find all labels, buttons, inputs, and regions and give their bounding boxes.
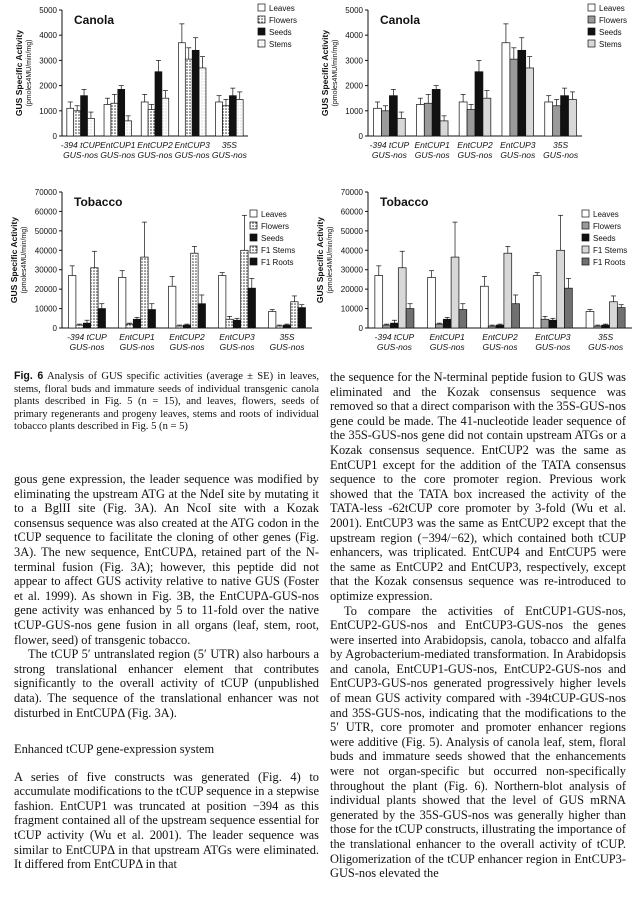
y-tick-label: 50000	[340, 226, 363, 236]
paragraph: gous gene expression, the leader sequence was modified by eliminating the upstream ATG at the NdeI site by mutating it to a BglII site (Fig. 3A). An NcoI site with a Kozak consensus sequence was also created at the ATG codon in the tCUP sequence to facilitate the cloning of other genes (Fig. 3A). The new sequence, EntCUPΔ, retained part of the N-terminal fusion (Fig. 3A); however, this peptide did not appear to affect GUS activity relative to native GUS (Foster et al. 1999). As shown in Fig. 3B, the EntCUPΔ-GUS-nos gene activity was enhanced by 5 to 11-fold over the native tCUP-GUS-nos gene fusion in all organs (leaf, stem, root, flower, seed) of transgenic tobacco.	[14, 472, 319, 647]
bar	[390, 323, 398, 328]
bar	[178, 43, 185, 136]
bar	[241, 250, 248, 328]
bar	[69, 276, 76, 328]
y-tick-label: 5000	[345, 6, 363, 15]
legend-label: F1 Stems	[261, 246, 296, 255]
y-tick-label: 30000	[340, 265, 363, 275]
x-tick-label: 35S	[221, 140, 237, 150]
left-column	[14, 472, 319, 872]
y-tick-label: 30000	[34, 265, 57, 275]
bar	[74, 111, 81, 136]
x-tick-label: GUS-nos	[211, 150, 247, 160]
bar	[269, 311, 276, 328]
caption-text: Analysis of GUS specific activities (average ± SE) in leaves, stems, floral buds and immature seeds of individual transgenic canola plants described in Fig. 5 (n = 15), and leaves, flowers, seeds of primary regenerants and progeny leaves, stems and roots of individual tobacco plants described in Fig. 5 (n = 5)	[14, 371, 319, 433]
bar	[216, 102, 223, 136]
chart-canola-gray	[320, 0, 640, 180]
y-tick-label: 40000	[34, 246, 57, 256]
legend-swatch	[588, 28, 595, 35]
bar	[199, 68, 206, 136]
y-axis-label: GUS Specific Activity	[320, 29, 330, 117]
figure-caption	[14, 370, 319, 434]
bar	[557, 250, 565, 328]
x-tick-label: -394 tCUP	[60, 140, 101, 150]
chart-title: Canola	[380, 13, 421, 27]
x-tick-label: GUS-nos	[376, 342, 412, 352]
bar	[298, 308, 305, 328]
chart-title: Tobacco	[74, 195, 123, 209]
legend-swatch	[588, 40, 595, 47]
bar	[185, 59, 192, 136]
legend-swatch	[250, 210, 257, 217]
x-tick-label: EntCUP3	[500, 140, 536, 150]
bar	[155, 72, 162, 136]
bar	[467, 110, 475, 136]
x-tick-label: EntCUP1	[414, 140, 450, 150]
bar	[389, 96, 397, 136]
legend-label: Seeds	[599, 28, 622, 37]
bar	[510, 59, 518, 136]
paragraph: To compare the activities of EntCUP1-GUS-nos, EntCUP2-GUS-nos and EntCUP3-GUS-nos the genes were inserted into Arabidopsis, canola, tobacco and alfalfa by Agrobacterium-mediated transformation. In Arabidopsis and canola, EntCUP1-GUS-nos, EntCUP2-GUS-nos and EntCUP3-GUS-nos generated progressively higher levels of mean GUS activity compared with -394tCUP-GUS-nos and 35S-GUS-nos, indicating that the modifications to the 5′ UTR, core promoter and promoter enhancer regions were additive (Fig. 5). Analysis of canola leaf, stem, floral buds and immature seeds showed that the enhancements were not organ-specific but occurred non-specifically throughout the plant (Fig. 6). Northern-blot analysis of individual plants showed that the level of GUS mRNA generated by the 35S-GUS-nos was generally higher than those for the tCUP constructs, illustrating the importance of the translational enhancer to the overall activity of tCUP. Oligomerization of the tCUP enhancer region in EntCUP3-GUS-nos elevated the	[330, 603, 626, 881]
x-tick-label: GUS-nos	[69, 342, 105, 352]
bar	[432, 89, 440, 136]
x-tick-label: GUS-nos	[269, 342, 305, 352]
bar	[541, 319, 549, 328]
x-tick-label: GUS-nos	[588, 342, 624, 352]
bar	[133, 319, 140, 328]
bar	[518, 50, 526, 136]
y-tick-label: 0	[358, 132, 363, 141]
legend-label: Flowers	[599, 16, 628, 25]
bar	[192, 50, 199, 136]
bar	[398, 268, 406, 328]
x-tick-label: GUS-nos	[500, 150, 536, 160]
legend-label: Flowers	[261, 222, 290, 231]
x-tick-label: EntCUP2	[169, 332, 205, 342]
bar	[125, 121, 132, 136]
legend-label: Leaves	[599, 4, 625, 13]
bar	[504, 253, 512, 328]
x-tick-label: 35S	[279, 332, 295, 342]
bar	[435, 324, 443, 328]
chart-title: Tobacco	[380, 195, 429, 209]
x-tick-label: GUS-nos	[414, 150, 450, 160]
bar	[617, 308, 625, 328]
bar	[148, 310, 155, 328]
bar	[488, 326, 496, 328]
y-axis-unit: (pmoles4MU/min/mg)	[26, 39, 33, 107]
legend-label: Leaves	[269, 4, 295, 13]
bar	[229, 96, 236, 136]
bar	[291, 302, 298, 328]
paragraph: The tCUP 5′ untranslated region (5′ UTR) also harbours a strong translational enhancer element that contributes significantly to the overall activity of tCUP (unpublished data). The sequence of the translational enhancer was not disturbed in EntCUPΔ (Fig. 3A).	[14, 647, 319, 720]
bar	[549, 320, 557, 328]
bar	[119, 277, 126, 328]
x-tick-label: GUS-nos	[169, 342, 205, 352]
x-tick-label: 35S	[598, 332, 614, 342]
bar	[67, 108, 74, 136]
y-tick-label: 4000	[345, 31, 363, 41]
y-axis-label: GUS Specific Activity	[14, 29, 24, 117]
bar	[183, 325, 190, 328]
bar	[126, 324, 133, 328]
chart-tobacco-gray	[315, 180, 640, 365]
legend-swatch	[582, 246, 589, 253]
bar	[276, 326, 283, 328]
x-tick-label: GUS-nos	[137, 150, 173, 160]
chart-canola-bw	[0, 0, 320, 180]
legend-label: Seeds	[269, 28, 292, 37]
bar	[569, 99, 577, 136]
y-tick-label: 1000	[345, 106, 363, 116]
bar	[191, 253, 198, 328]
legend-swatch	[582, 258, 589, 265]
x-tick-label: EntCUP3	[219, 332, 255, 342]
legend-swatch	[582, 222, 589, 229]
y-axis-unit: (pmoles4MU/min/mg)	[21, 226, 28, 294]
bar	[248, 288, 255, 328]
bar	[610, 302, 618, 328]
bar	[496, 325, 504, 328]
section-heading: Enhanced tCUP gene-expression system	[14, 742, 215, 757]
y-tick-label: 2000	[345, 81, 363, 91]
x-tick-label: EntCUP1	[119, 332, 155, 342]
x-tick-label: EntCUP2	[457, 140, 493, 150]
bar	[374, 108, 382, 136]
bar	[233, 320, 240, 328]
bar	[81, 96, 88, 136]
legend-label: Seeds	[261, 234, 284, 243]
y-axis-label: GUS Specific Activity	[9, 216, 19, 304]
x-tick-label: GUS-nos	[543, 150, 579, 160]
y-tick-label: 0	[358, 324, 363, 333]
bar	[176, 326, 183, 328]
x-tick-label: GUS-nos	[100, 150, 136, 160]
legend-label: Seeds	[593, 234, 616, 243]
legend-label: F1 Stems	[593, 246, 628, 255]
y-tick-label: 60000	[340, 207, 363, 217]
paragraph: A series of five constructs was generated (Fig. 4) to accumulate modifications to the tCUP sequence in a stepwise fashion. EntCUP1 was truncated at position −394 as this fragment contained all of the upstream sequence essential for tCUP activity (Wu et al. 2001). The leader sequence was similar to EntCUPΔ in that upstream ATGs were eliminated. It differed from EntCUPΔ in that	[14, 769, 319, 872]
bar	[91, 268, 98, 328]
bar	[83, 323, 90, 328]
legend-swatch	[250, 222, 257, 229]
y-tick-label: 20000	[34, 285, 57, 295]
bar	[383, 325, 391, 328]
x-tick-label: 35S	[553, 140, 569, 150]
y-tick-label: 5000	[39, 6, 57, 15]
legend-swatch	[258, 16, 265, 23]
legend-label: Flowers	[593, 222, 622, 231]
bar	[533, 276, 541, 328]
x-tick-label: GUS-nos	[119, 342, 155, 352]
x-tick-label: EntCUP2	[137, 140, 173, 150]
y-tick-label: 0	[52, 132, 57, 141]
legend-swatch	[250, 258, 257, 265]
y-tick-label: 0	[52, 324, 57, 333]
bar	[424, 103, 432, 136]
bar	[375, 276, 383, 328]
y-axis-label: GUS Specific Activity	[315, 216, 325, 304]
y-tick-label: 50000	[34, 226, 57, 236]
bar	[141, 102, 148, 136]
legend-label: Flowers	[269, 16, 298, 25]
bar	[594, 326, 602, 328]
bar	[440, 121, 448, 136]
paragraph: the sequence for the N-terminal peptide fusion to GUS was eliminated and the Kozak consensus sequence was removed so that a direct comparison with the 35S-GUS-nos gene could be made. The 41-nucleotide leader sequence of the 35S-GUS-nos gene did not contain upstream ATGs or a Kozak consensus sequence. EntCUP2 was the same as EntCUP1 except for the addition of the TATA consensus sequence to the core promoter region. Previous work showed that the TATA box increased the activity of the TATA-less -62tCUP core promoter by 3-fold (Wu et al. 2001). EntCUP3 was the same as EntCUP2 except that the upstream region (−394/−62), which contained both tCUP enhancers, was triplicated. EntCUP4 and EntCUP5 were the same as EntCUP2 and EntCUP3, respectively, except that the Kozak consensus sequence was re-introduced to optimize expression.	[330, 370, 626, 603]
bar	[223, 106, 230, 136]
chart-title: Canola	[74, 13, 115, 27]
bar	[586, 311, 594, 328]
y-tick-label: 70000	[34, 188, 57, 197]
x-tick-label: EntCUP3	[535, 332, 571, 342]
bar	[459, 102, 467, 136]
x-tick-label: EntCUP2	[482, 332, 518, 342]
bar	[169, 286, 176, 328]
bar	[283, 325, 290, 328]
bar	[98, 309, 105, 328]
x-tick-label: GUS-nos	[371, 150, 407, 160]
bar	[226, 319, 233, 328]
x-tick-label: GUS-nos	[482, 342, 518, 352]
bar	[545, 102, 553, 136]
bar	[553, 106, 561, 136]
y-tick-label: 3000	[39, 56, 57, 66]
bar	[475, 72, 483, 136]
y-tick-label: 10000	[340, 304, 363, 314]
bar	[236, 99, 243, 136]
bar	[162, 98, 169, 136]
legend-label: F1 Roots	[593, 258, 626, 267]
y-tick-label: 3000	[345, 56, 363, 66]
bar	[87, 118, 94, 136]
x-tick-label: -394 tCUP	[67, 332, 107, 342]
y-tick-label: 2000	[39, 81, 57, 91]
y-tick-label: 60000	[34, 207, 57, 217]
chart-tobacco-bw	[0, 180, 320, 365]
chart-svg	[315, 180, 640, 365]
bar	[502, 43, 510, 136]
bar	[480, 286, 488, 328]
bar	[459, 310, 467, 328]
bar	[406, 309, 414, 328]
legend-swatch	[582, 210, 589, 217]
caption-label: Fig. 6	[14, 370, 44, 382]
bar	[565, 288, 573, 328]
bar	[602, 325, 610, 328]
y-axis-unit: (pmoles4MU/min/mg)	[327, 226, 334, 294]
legend-label: Leaves	[261, 210, 287, 219]
bar	[141, 257, 148, 328]
bar	[198, 304, 205, 328]
legend-swatch	[588, 16, 595, 23]
x-tick-label: GUS-nos	[174, 150, 210, 160]
bar	[561, 96, 569, 136]
y-tick-label: 1000	[39, 106, 57, 116]
x-tick-label: EntCUP1	[429, 332, 465, 342]
bar	[428, 277, 436, 328]
bar	[451, 257, 459, 328]
right-column	[330, 370, 626, 881]
y-tick-label: 10000	[34, 304, 57, 314]
legend-swatch	[258, 40, 265, 47]
bar	[483, 98, 491, 136]
x-tick-label: GUS-nos	[63, 150, 99, 160]
bar	[148, 110, 155, 136]
bar	[512, 304, 520, 328]
bar	[104, 105, 111, 137]
bar	[381, 111, 389, 136]
x-tick-label: EntCUP3	[174, 140, 210, 150]
legend-swatch	[258, 4, 265, 11]
legend-swatch	[250, 234, 257, 241]
bar	[416, 105, 424, 137]
bar	[397, 118, 405, 136]
x-tick-label: GUS-nos	[219, 342, 255, 352]
y-tick-label: 4000	[39, 31, 57, 41]
legend-swatch	[582, 234, 589, 241]
legend-swatch	[588, 4, 595, 11]
x-tick-label: EntCUP1	[100, 140, 136, 150]
bar	[526, 68, 534, 136]
legend-label: Stems	[269, 40, 292, 49]
bar	[118, 89, 125, 136]
legend-label: Leaves	[593, 210, 619, 219]
x-tick-label: GUS-nos	[429, 342, 465, 352]
legend-label: Stems	[599, 40, 622, 49]
bar	[111, 103, 118, 136]
legend-swatch	[258, 28, 265, 35]
chart-svg	[0, 180, 320, 365]
x-tick-label: GUS-nos	[457, 150, 493, 160]
y-tick-label: 40000	[340, 246, 363, 256]
y-tick-label: 70000	[340, 188, 363, 197]
bar	[76, 325, 83, 328]
y-axis-unit: (pmoles4MU/min/mg)	[332, 39, 339, 107]
chart-svg	[0, 0, 320, 180]
x-tick-label: -394 tCUP	[374, 332, 415, 342]
legend-swatch	[250, 246, 257, 253]
legend-label: F1 Roots	[261, 258, 294, 267]
bar	[443, 319, 451, 328]
x-tick-label: GUS-nos	[535, 342, 571, 352]
x-tick-label: -394 tCUP	[369, 140, 410, 150]
bar	[219, 276, 226, 328]
chart-svg	[320, 0, 640, 180]
y-tick-label: 20000	[340, 285, 363, 295]
